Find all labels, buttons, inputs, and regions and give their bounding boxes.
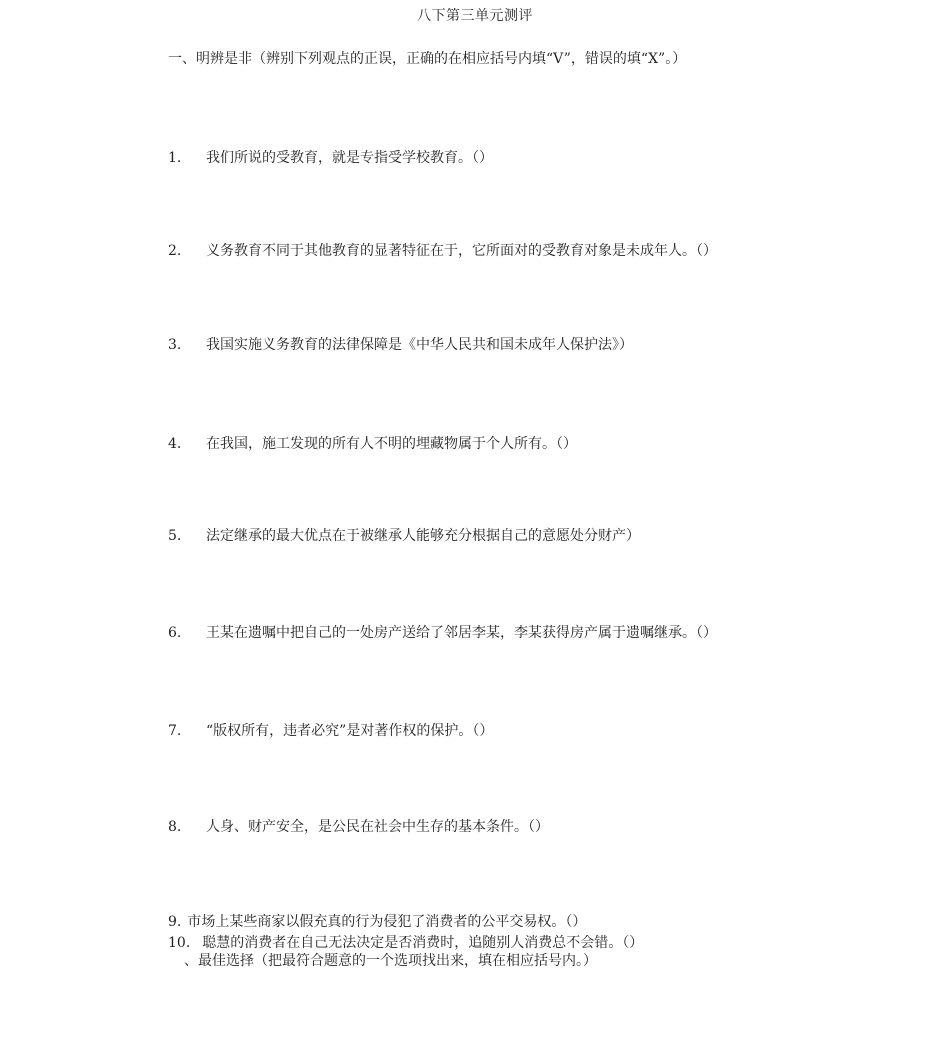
question-text: 聪慧的消费者在自己无法决定是否消费时，追随别人消费总不会错。（） (202, 935, 644, 951)
question-text: 王某在遗嘱中把自己的一处房产送给了邻居李某，李某获得房产属于遗嘱继承。（） (206, 625, 717, 641)
question-item-1 (168, 147, 493, 167)
question-number: 7. (168, 723, 182, 739)
question-text: 在我国，施工发现的所有人不明的埋藏物属于个人所有。（） (206, 436, 577, 452)
question-text: “版权所有，违者必究”是对著作权的保护。（） (206, 723, 494, 739)
question-item-5 (168, 525, 640, 545)
question-text: 义务教育不同于其他教育的显著特征在于，它所面对的受教育对象是未成年人。（） (206, 243, 717, 259)
question-number: 8. (168, 819, 182, 835)
question-number: 3. (168, 337, 182, 353)
question-number: 1. (168, 150, 182, 166)
section-2-heading: 、最佳选择（把最符合题意的一个选项找出来，填在相应括号内。） (184, 953, 597, 969)
question-number: 9. (168, 914, 182, 930)
question-number: 6. (168, 625, 182, 641)
page-title: 八下第三单元测评 (417, 8, 533, 24)
question-text: 我们所说的受教育，就是专指受学校教育。（） (206, 150, 493, 166)
question-item-10 (168, 932, 643, 952)
question-item-6 (168, 622, 717, 642)
question-item-2 (168, 240, 717, 260)
question-item-7 (168, 720, 493, 740)
question-number: 4. (168, 436, 182, 452)
question-text: 人身、财产安全，是公民在社会中生存的基本条件。（） (206, 819, 549, 835)
question-text: 我国实施义务教育的法律保障是《中华人民共和国未成年人保护法》） (206, 337, 633, 353)
section-1-heading: 一、明辨是非（辨别下列观点的正误，正确的在相应括号内填“V”，错误的填“X”。） (168, 51, 687, 67)
question-item-4 (168, 433, 577, 453)
question-item-8 (168, 816, 549, 836)
question-item-9 (168, 911, 586, 931)
question-text: 法定继承的最大优点在于被继承人能够充分根据自己的意愿处分财产） (206, 528, 640, 544)
question-item-3 (168, 334, 633, 354)
question-text: 市场上某些商家以假充真的行为侵犯了消费者的公平交易权。（） (187, 914, 587, 930)
question-number: 10. (168, 935, 191, 951)
question-number: 2. (168, 243, 182, 259)
question-number: 5. (168, 528, 182, 544)
